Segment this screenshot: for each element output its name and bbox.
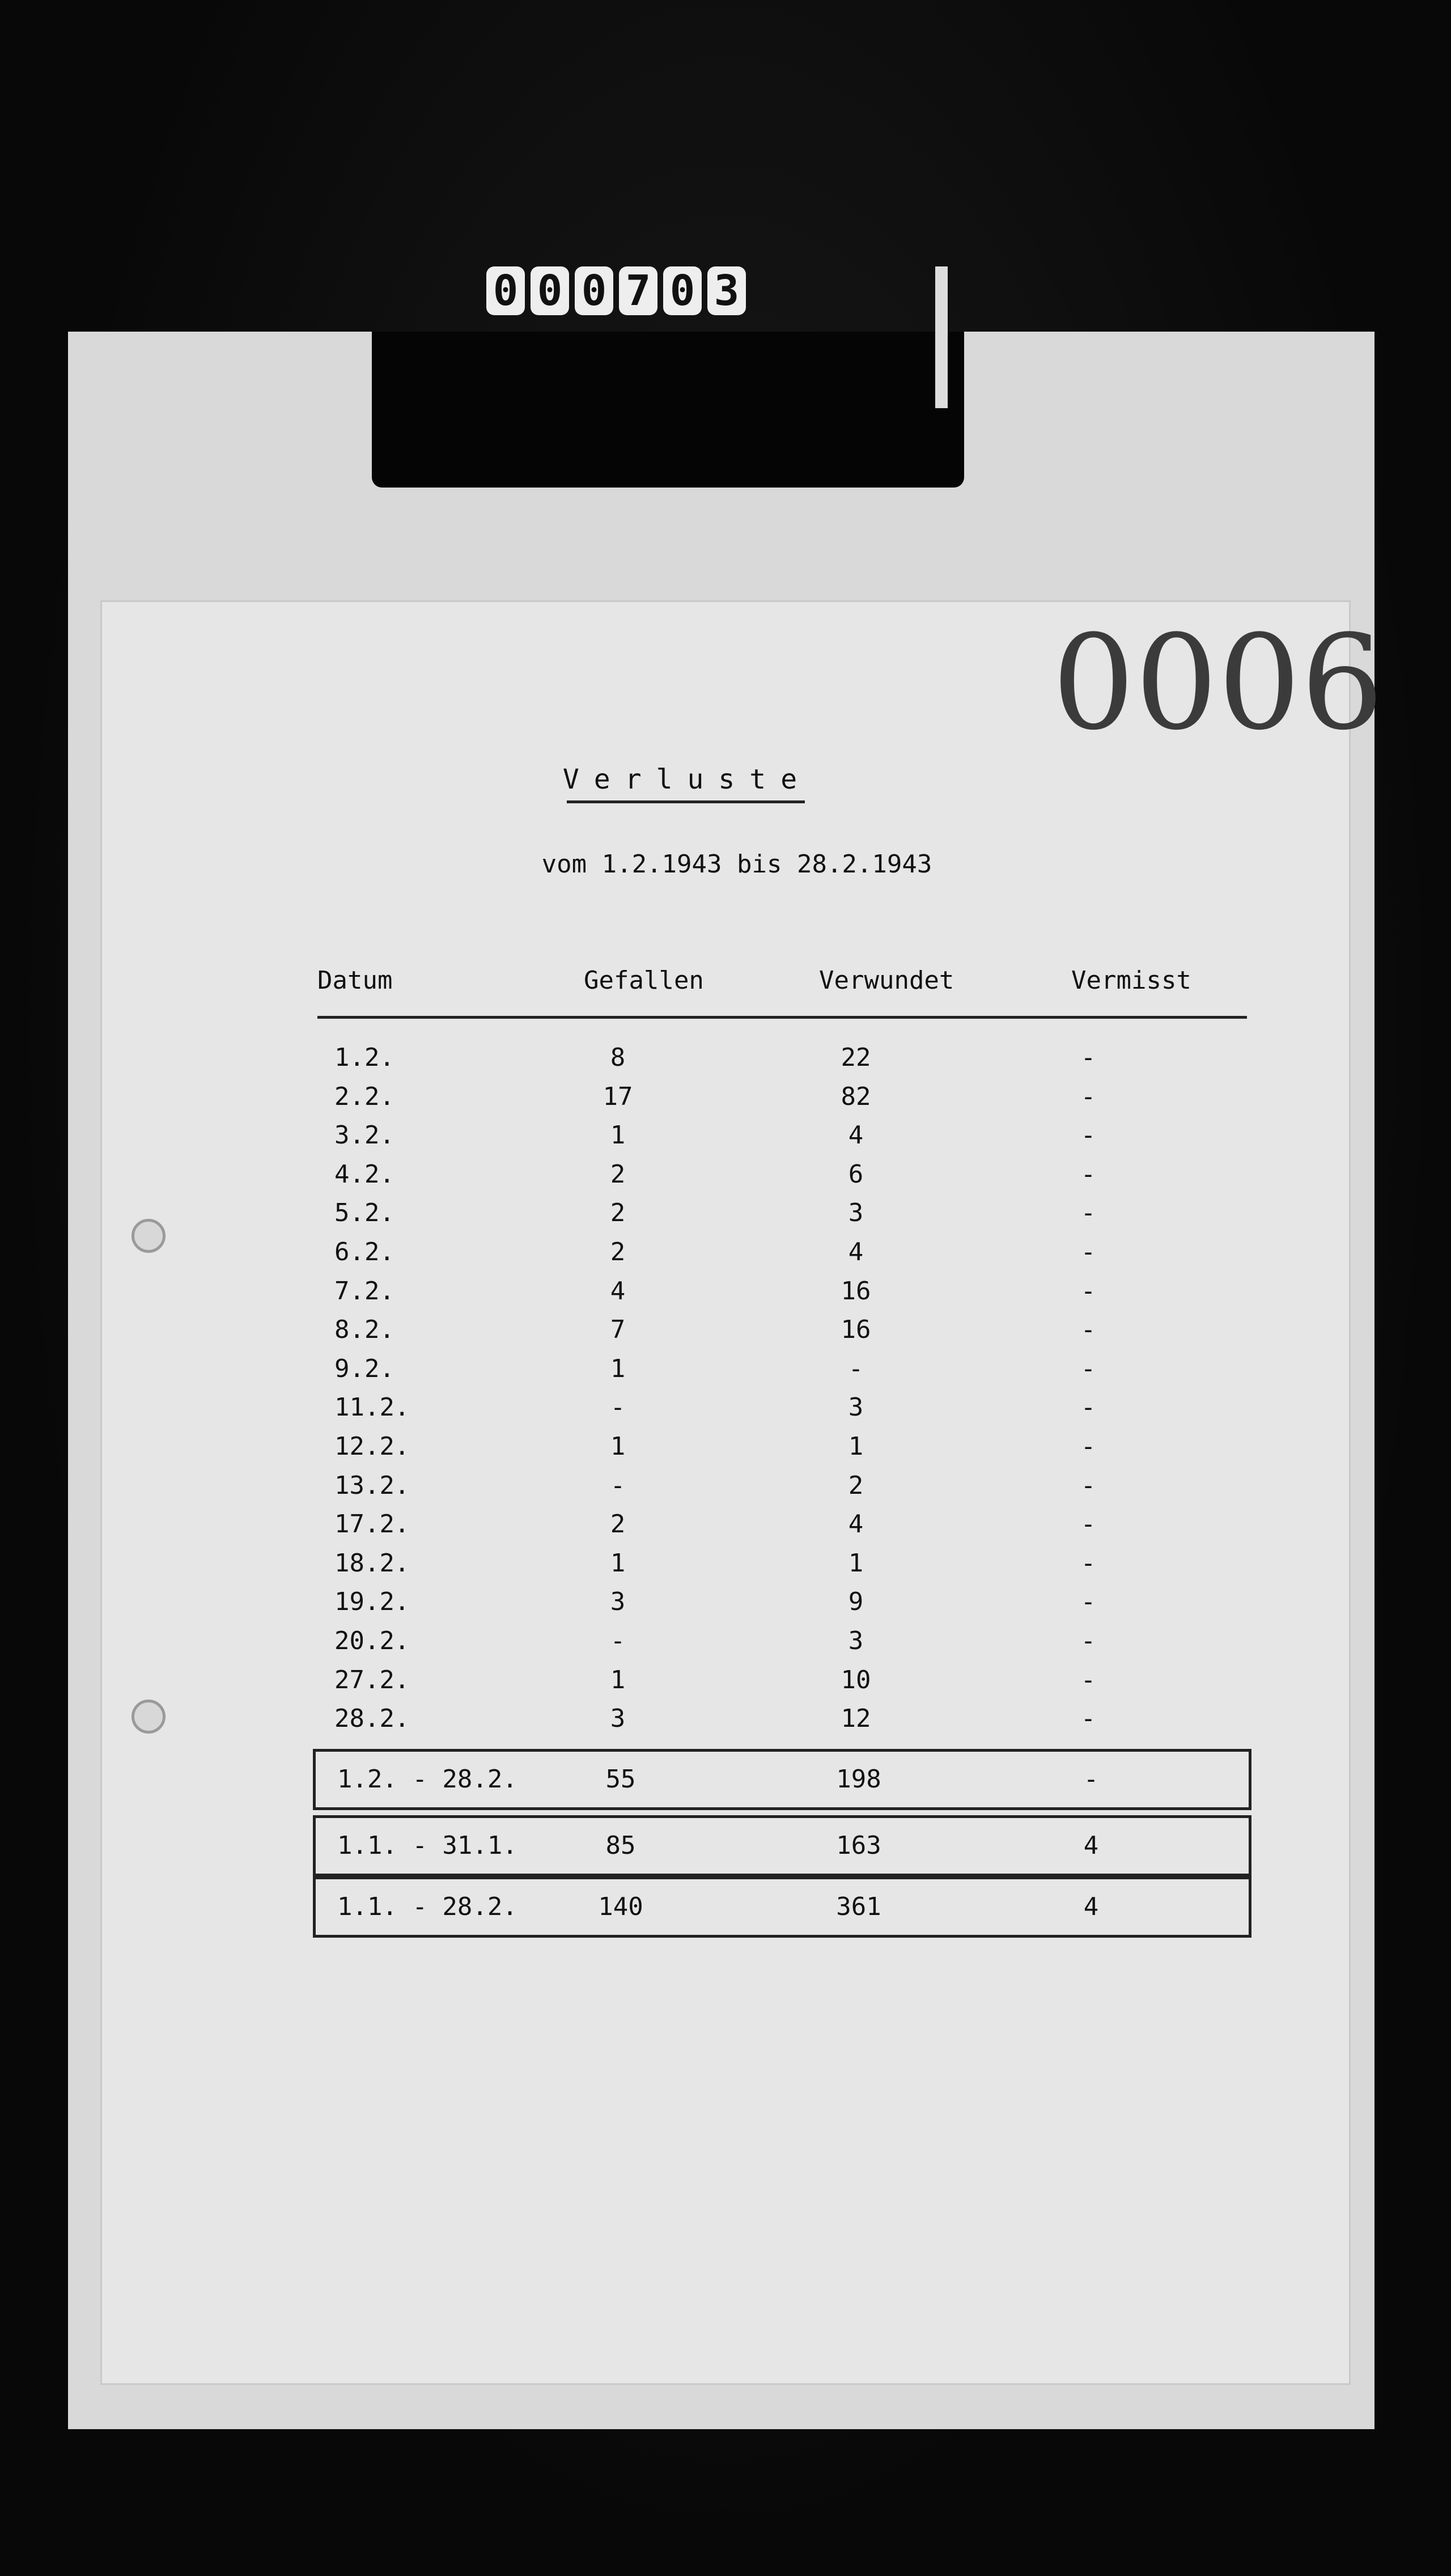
counter-digit: 7 <box>619 266 657 315</box>
cell-vermisst: - <box>1080 1159 1096 1189</box>
cell-datum: 11.2. <box>334 1393 410 1422</box>
cell-verwundet: 16 <box>841 1315 871 1345</box>
header-datum: Datum <box>317 966 393 995</box>
cell-vermisst: - <box>1080 1043 1096 1072</box>
table-header <box>317 961 1247 1001</box>
cell-vermisst: - <box>1080 1548 1096 1578</box>
total-gefallen: 85 <box>605 1831 636 1860</box>
table-row <box>317 1272 1247 1311</box>
cell-verwundet: 16 <box>841 1276 871 1306</box>
table-row <box>317 1661 1247 1700</box>
cell-gefallen: 17 <box>603 1082 633 1111</box>
cell-verwundet: 3 <box>848 1198 864 1228</box>
document-number-stamp: 0006 <box>1052 608 1384 759</box>
cell-datum: 7.2. <box>334 1276 394 1306</box>
counter-digit: 0 <box>531 266 569 315</box>
cell-datum: 27.2. <box>334 1665 410 1694</box>
cell-datum: 19.2. <box>334 1587 410 1617</box>
cell-vermisst: - <box>1080 1665 1096 1694</box>
cell-vermisst: - <box>1080 1471 1096 1500</box>
table-row <box>317 1194 1247 1233</box>
cell-datum: 28.2. <box>334 1704 410 1734</box>
table-row <box>317 1311 1247 1350</box>
punch-hole <box>131 1219 166 1253</box>
cell-gefallen: - <box>610 1471 626 1500</box>
cell-gefallen: 2 <box>610 1159 626 1189</box>
table-row <box>317 1467 1247 1506</box>
cell-gefallen: 1 <box>610 1431 626 1461</box>
cell-datum: 18.2. <box>334 1548 410 1578</box>
cell-verwundet: 3 <box>848 1626 864 1655</box>
total-verwundet: 163 <box>836 1831 881 1860</box>
cell-verwundet: 1 <box>848 1431 864 1461</box>
cell-verwundet: - <box>848 1354 864 1383</box>
cell-gefallen: 2 <box>610 1198 626 1228</box>
punch-hole <box>131 1700 166 1734</box>
total-period: 1.1. - 31.1. <box>337 1831 517 1860</box>
table-row <box>317 1233 1247 1272</box>
cell-gefallen: - <box>610 1393 626 1422</box>
cell-vermisst: - <box>1080 1431 1096 1461</box>
total-gefallen: 140 <box>598 1892 643 1921</box>
total-verwundet: 198 <box>836 1765 881 1794</box>
page-title: Verluste <box>562 764 812 795</box>
table-row <box>317 1544 1247 1583</box>
cell-datum: 13.2. <box>334 1471 410 1500</box>
total-row-january <box>313 1815 1251 1876</box>
counter-digit: 0 <box>486 266 525 315</box>
counter-digit: 3 <box>707 266 746 315</box>
cell-vermisst: - <box>1080 1121 1096 1150</box>
total-vermisst: 4 <box>1083 1831 1099 1860</box>
header-vermisst: Vermisst <box>1071 966 1191 995</box>
cell-vermisst: - <box>1080 1626 1096 1655</box>
cell-vermisst: - <box>1080 1393 1096 1422</box>
date-range: vom 1.2.1943 bis 28.2.1943 <box>541 850 932 879</box>
cell-datum: 8.2. <box>334 1315 394 1345</box>
total-period: 1.2. - 28.2. <box>337 1765 517 1794</box>
cell-verwundet: 3 <box>848 1393 864 1422</box>
frame-counter <box>486 266 804 317</box>
cell-verwundet: 82 <box>841 1082 871 1111</box>
table-row <box>317 1116 1247 1155</box>
cell-gefallen: 1 <box>610 1548 626 1578</box>
cell-verwundet: 12 <box>841 1704 871 1734</box>
cell-gefallen: 4 <box>610 1276 626 1306</box>
cell-gefallen: 1 <box>610 1354 626 1383</box>
title-underline <box>567 800 805 803</box>
total-verwundet: 361 <box>836 1892 881 1921</box>
counter-digit: 0 <box>575 266 613 315</box>
header-rule <box>317 1016 1247 1019</box>
cell-verwundet: 9 <box>848 1587 864 1617</box>
table-row <box>317 1078 1247 1117</box>
cell-datum: 20.2. <box>334 1626 410 1655</box>
total-period: 1.1. - 28.2. <box>337 1892 517 1921</box>
cell-gefallen: 1 <box>610 1665 626 1694</box>
cell-gefallen: 2 <box>610 1237 626 1266</box>
cell-datum: 17.2. <box>334 1510 410 1539</box>
cell-gefallen: 1 <box>610 1121 626 1150</box>
cell-datum: 2.2. <box>334 1082 394 1111</box>
table-row <box>317 1583 1247 1622</box>
cell-vermisst: - <box>1080 1704 1096 1734</box>
cell-gefallen: 8 <box>610 1043 626 1072</box>
clip-hinge <box>935 266 948 408</box>
total-row-cumulative <box>313 1876 1251 1938</box>
cell-verwundet: 22 <box>841 1043 871 1072</box>
cell-verwundet: 4 <box>848 1510 864 1539</box>
cell-vermisst: - <box>1080 1082 1096 1111</box>
table-row <box>317 1039 1247 1078</box>
cell-verwundet: 1 <box>848 1548 864 1578</box>
header-verwundet: Verwundet <box>819 966 954 995</box>
cell-vermisst: - <box>1080 1315 1096 1345</box>
cell-datum: 1.2. <box>334 1043 394 1072</box>
cell-verwundet: 10 <box>841 1665 871 1694</box>
cell-gefallen: 3 <box>610 1587 626 1617</box>
cell-datum: 6.2. <box>334 1237 394 1266</box>
cell-gefallen: 2 <box>610 1510 626 1539</box>
table-row <box>317 1350 1247 1389</box>
total-vermisst: - <box>1083 1765 1099 1794</box>
table-row <box>317 1427 1247 1467</box>
cell-gefallen: 3 <box>610 1704 626 1734</box>
cell-gefallen: - <box>610 1626 626 1655</box>
cell-verwundet: 6 <box>848 1159 864 1189</box>
cell-vermisst: - <box>1080 1276 1096 1306</box>
counter-digit: 0 <box>663 266 702 315</box>
cell-datum: 9.2. <box>334 1354 394 1383</box>
cell-vermisst: - <box>1080 1198 1096 1228</box>
table-row <box>317 1622 1247 1661</box>
cell-verwundet: 2 <box>848 1471 864 1500</box>
loss-table <box>317 1039 1247 1739</box>
cell-vermisst: - <box>1080 1354 1096 1383</box>
table-row <box>317 1700 1247 1739</box>
total-row-february <box>313 1749 1251 1810</box>
clipboard-clip <box>372 332 964 488</box>
cell-verwundet: 4 <box>848 1237 864 1266</box>
cell-datum: 3.2. <box>334 1121 394 1150</box>
header-gefallen: Gefallen <box>584 966 704 995</box>
table-row <box>317 1388 1247 1427</box>
cell-datum: 12.2. <box>334 1431 410 1461</box>
cell-gefallen: 7 <box>610 1315 626 1345</box>
cell-vermisst: - <box>1080 1237 1096 1266</box>
cell-vermisst: - <box>1080 1587 1096 1617</box>
cell-datum: 4.2. <box>334 1159 394 1189</box>
table-row <box>317 1155 1247 1194</box>
table-row <box>317 1505 1247 1544</box>
cell-vermisst: - <box>1080 1510 1096 1539</box>
cell-datum: 5.2. <box>334 1198 394 1228</box>
total-gefallen: 55 <box>605 1765 636 1794</box>
total-vermisst: 4 <box>1083 1892 1099 1921</box>
cell-verwundet: 4 <box>848 1121 864 1150</box>
